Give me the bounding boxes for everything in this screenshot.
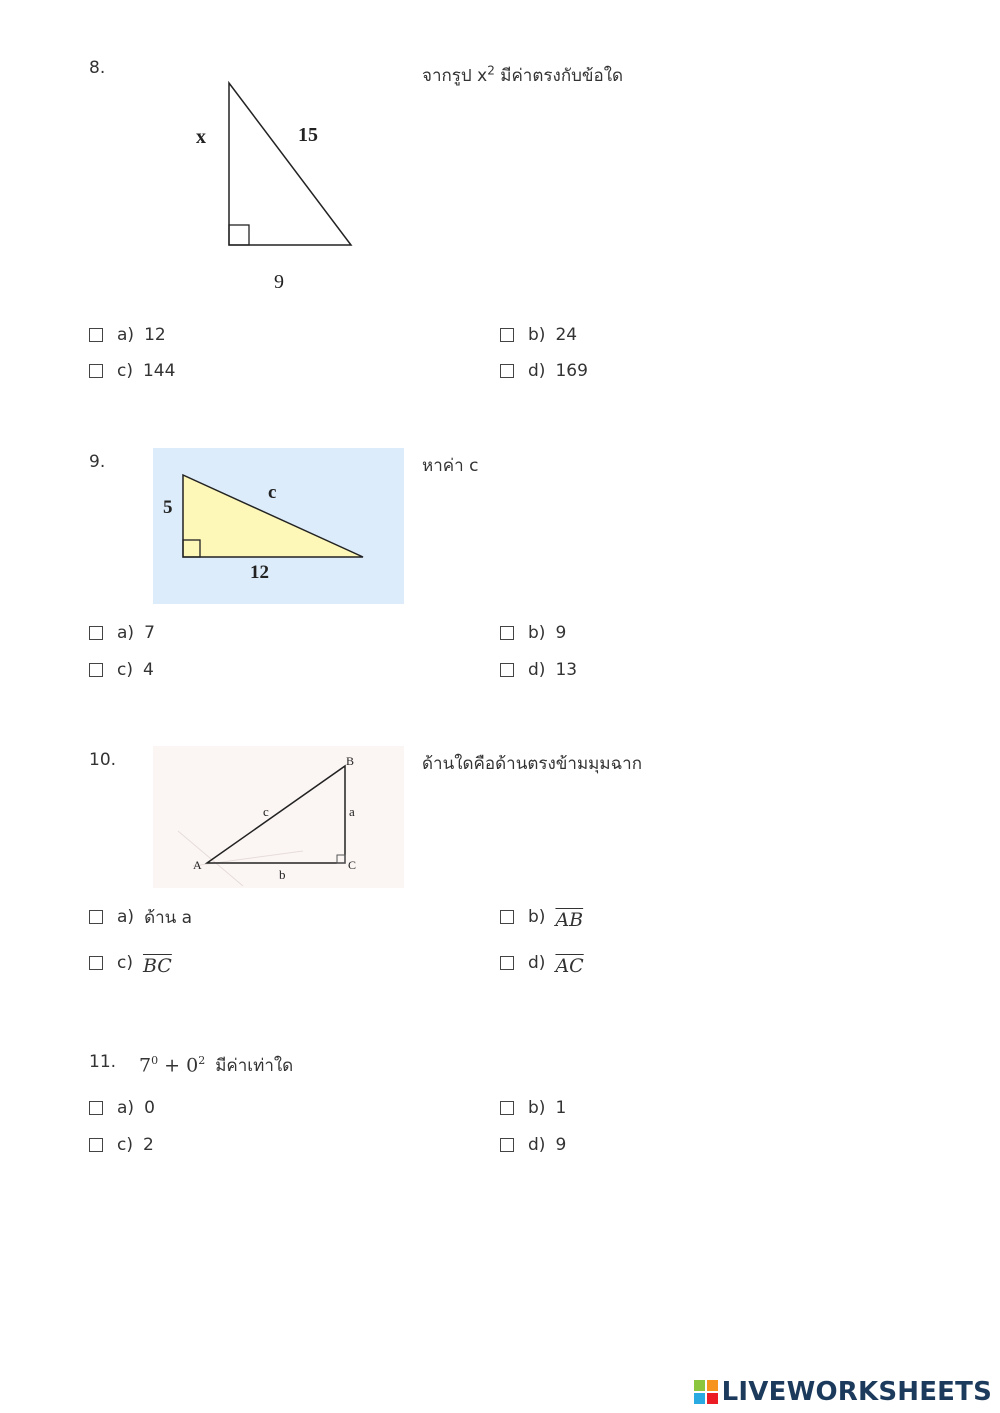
- checkbox[interactable]: [89, 1138, 103, 1152]
- checkbox[interactable]: [89, 626, 103, 640]
- q10-option-d[interactable]: [500, 952, 584, 977]
- q9-option-c[interactable]: [89, 659, 154, 681]
- option-letter: a): [117, 325, 135, 345]
- option-text-segment-ac: $\overline{AC}$: [555, 955, 584, 977]
- option-text: 9: [555, 1135, 567, 1155]
- option-letter: c): [117, 953, 133, 973]
- option-text: 7: [144, 623, 155, 643]
- q8-option-d[interactable]: [500, 360, 588, 382]
- side-5-label: 5: [163, 497, 173, 518]
- question-10-triangle-figure: [153, 746, 404, 888]
- q9-option-d[interactable]: [500, 659, 577, 681]
- side-x-label: x: [196, 126, 206, 148]
- q11-option-a[interactable]: [89, 1097, 155, 1119]
- option-letter: b): [528, 325, 546, 345]
- math-expression: [139, 1054, 205, 1076]
- checkbox[interactable]: [89, 663, 103, 677]
- checkbox[interactable]: [500, 956, 514, 970]
- option-text: 2: [142, 1135, 154, 1155]
- option-text: 9: [555, 623, 567, 643]
- question-9-prompt: หาค่า c: [422, 456, 479, 476]
- math-exponent: 2: [198, 1054, 206, 1068]
- option-letter: d): [528, 1135, 546, 1155]
- checkbox[interactable]: [89, 910, 103, 924]
- checkbox[interactable]: [89, 328, 103, 342]
- option-text: 13: [555, 660, 578, 680]
- option-text: 4: [142, 660, 154, 680]
- vertex-a-label: A: [193, 858, 202, 872]
- vertex-b-label: B: [346, 754, 355, 768]
- prompt-part: จากรูป x: [422, 66, 488, 86]
- checkbox[interactable]: [500, 910, 514, 924]
- q8-option-c[interactable]: [89, 360, 175, 382]
- q9-option-b[interactable]: [500, 622, 566, 644]
- math-operator: +: [158, 1054, 187, 1077]
- question-8-prompt: [422, 62, 623, 89]
- q10-option-c[interactable]: [89, 952, 172, 977]
- checkbox[interactable]: [500, 328, 514, 342]
- liveworksheets-logo[interactable]: [694, 1377, 992, 1407]
- right-angle-marker: [229, 225, 249, 245]
- option-letter: a): [117, 907, 135, 927]
- option-text-segment-bc: $\overline{BC}$: [142, 955, 172, 977]
- vertex-c-label: C: [348, 858, 357, 872]
- option-letter: b): [528, 1098, 546, 1118]
- math-base: 7: [139, 1054, 152, 1077]
- question-8-triangle-figure: [190, 75, 370, 300]
- option-text: 0: [144, 1098, 155, 1118]
- question-10-prompt: ด้านใดคือด้านตรงข้ามมุมฉาก: [422, 754, 643, 774]
- checkbox[interactable]: [89, 364, 103, 378]
- base-label: 9: [274, 271, 284, 293]
- prompt-superscript: 2: [487, 63, 495, 78]
- q9-option-a[interactable]: [89, 622, 155, 644]
- question-9-number: 9.: [89, 452, 106, 472]
- option-text-segment-ab: $\overline{AB}$: [555, 909, 584, 931]
- checkbox[interactable]: [500, 1138, 514, 1152]
- question-11-number: 11.: [89, 1052, 117, 1072]
- logo-text: LIVEWORKSHEETS: [721, 1377, 992, 1407]
- question-11-prompt: [139, 1052, 293, 1079]
- triangle-outline: [229, 83, 351, 245]
- checkbox[interactable]: [500, 626, 514, 640]
- option-text: 144: [142, 361, 176, 381]
- prompt-part: มีค่าตรงกับข้อใด: [494, 66, 624, 86]
- q11-option-c[interactable]: [89, 1134, 154, 1156]
- option-letter: a): [117, 623, 135, 643]
- checkbox[interactable]: [89, 1101, 103, 1115]
- option-text: 169: [555, 361, 588, 381]
- hypotenuse-label: 15: [298, 124, 318, 146]
- option-text: ด้าน a: [144, 907, 193, 928]
- checkbox[interactable]: [500, 1101, 514, 1115]
- question-9-triangle-figure: [153, 448, 404, 604]
- option-letter: a): [117, 1098, 135, 1118]
- option-text: 1: [555, 1098, 567, 1118]
- logo-grid-icon: [694, 1380, 718, 1404]
- hypotenuse-c-label: c: [268, 482, 277, 503]
- q10-option-a[interactable]: [89, 906, 192, 928]
- option-letter: c): [117, 361, 133, 381]
- q11-option-d[interactable]: [500, 1134, 566, 1156]
- q8-option-b[interactable]: [500, 324, 577, 346]
- question-10-number: 10.: [89, 750, 117, 770]
- question-8-number: 8.: [89, 58, 106, 78]
- option-letter: d): [528, 953, 546, 973]
- q11-option-b[interactable]: [500, 1097, 566, 1119]
- option-letter: d): [528, 660, 546, 680]
- prompt-text: มีค่าเท่าใด: [215, 1056, 294, 1076]
- option-letter: c): [117, 660, 133, 680]
- base-12-label: 12: [250, 562, 269, 583]
- math-exponent: 0: [151, 1054, 159, 1068]
- option-text: 24: [555, 325, 578, 345]
- side-c-label: c: [263, 804, 269, 819]
- option-text: 12: [144, 325, 166, 345]
- checkbox[interactable]: [500, 663, 514, 677]
- checkbox[interactable]: [500, 364, 514, 378]
- side-a-label: a: [349, 804, 355, 819]
- option-letter: d): [528, 361, 546, 381]
- q10-option-b[interactable]: [500, 906, 584, 931]
- side-b-label: b: [279, 867, 286, 882]
- math-base: 0: [186, 1054, 199, 1077]
- option-letter: b): [528, 623, 546, 643]
- checkbox[interactable]: [89, 956, 103, 970]
- option-letter: b): [528, 907, 546, 927]
- option-letter: c): [117, 1135, 133, 1155]
- q8-option-a[interactable]: [89, 324, 166, 346]
